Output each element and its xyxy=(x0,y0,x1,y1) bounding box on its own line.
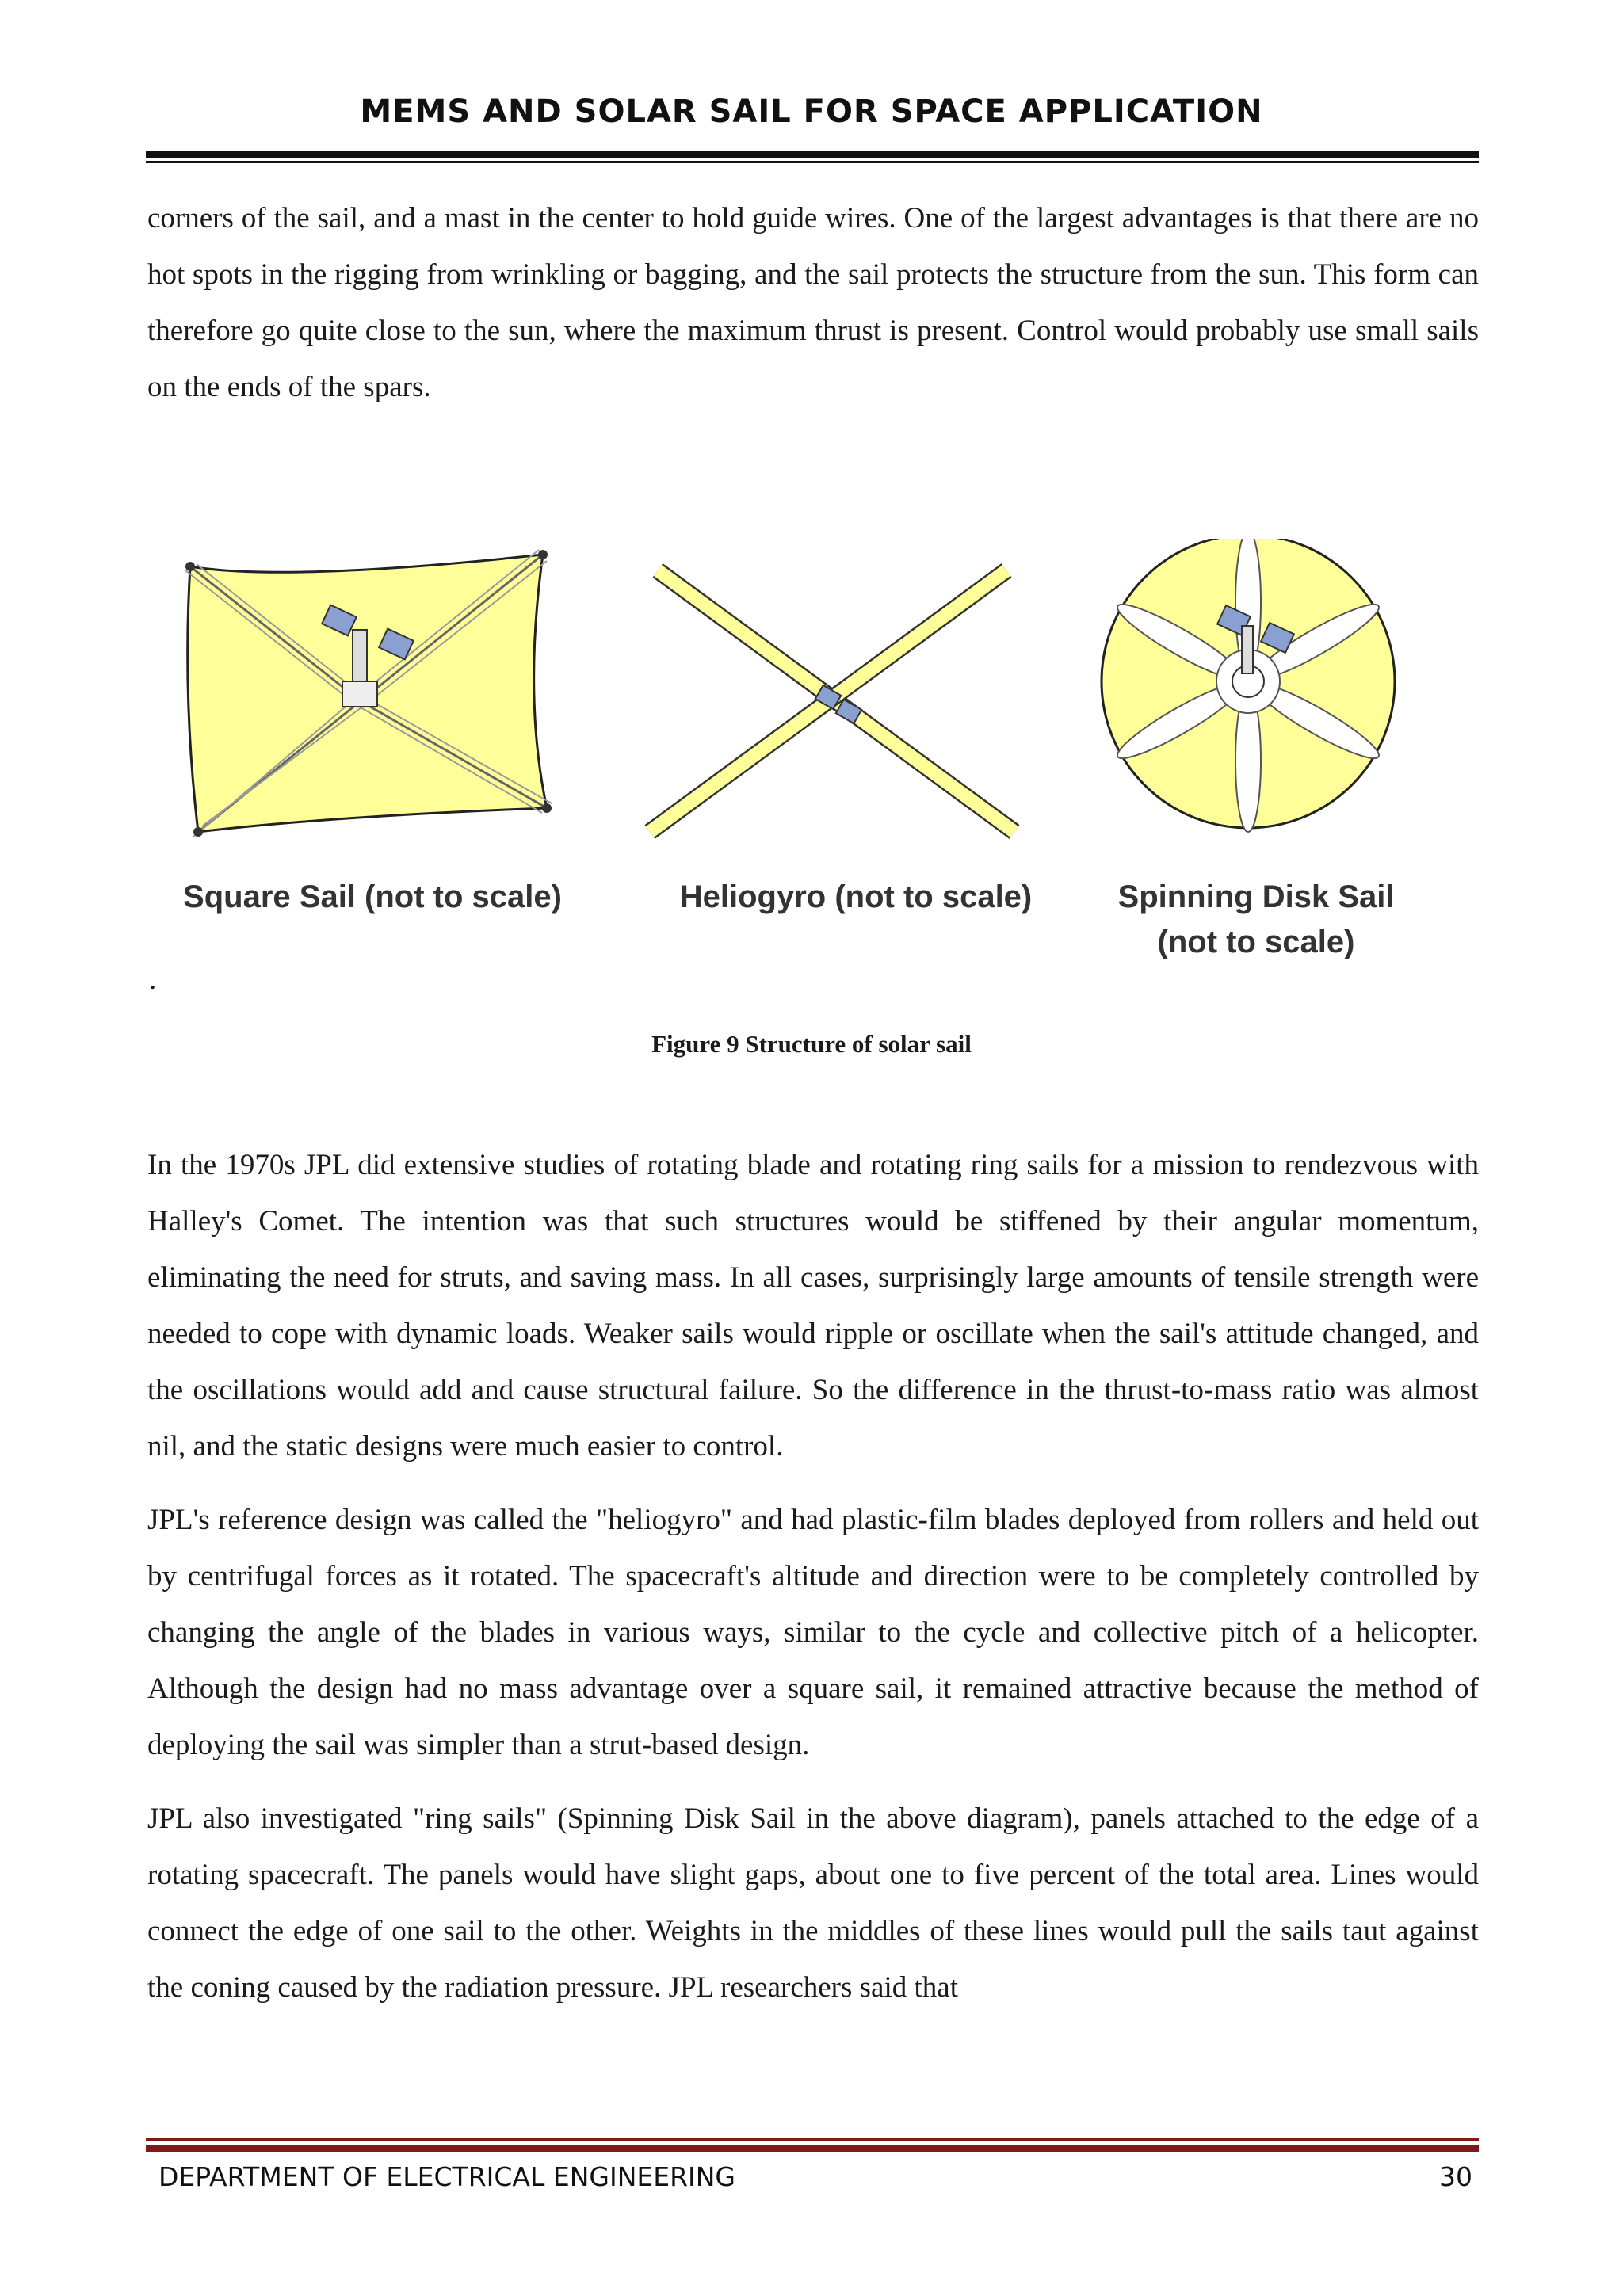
paragraph: corners of the sail, and a mast in the center to hold guide wires. One of the largest advantages is that there are no hot spots in the rigging from wrinkling or bagging, and the sail protects the structure from the sun. This form can therefore go quite close to the sun, where the maximum thrust is present. Control would probably use small sails on the ends of the spars. xyxy=(147,202,1479,403)
figure-caption: Figure 9 Structure of solar sail xyxy=(651,1030,972,1058)
footer-rule-thick xyxy=(146,2145,1479,2152)
footer-department: DEPARTMENT OF ELECTRICAL ENGINEERING xyxy=(158,2161,735,2192)
disk-sail-label-line2: (not to scale) xyxy=(1157,925,1355,959)
stray-dot: . xyxy=(149,963,157,996)
body-text-bottom xyxy=(147,1137,1479,2033)
spinning-disk-sail-diagram xyxy=(1102,539,1395,832)
header-rule-thin xyxy=(146,161,1479,163)
paragraph: JPL also investigated "ring sails" (Spinning Disk Sail in the above diagram), panels attached to the edge of a rotating spacecraft. The panels would have slight gaps, about one to five percent of the total area. Lines would connect the edge of one sail to the other. Weights in the middles of these lines would pull the sails taut against the coning caused by the radiation pressure. JPL researchers said that xyxy=(147,1802,1479,2004)
page-header-title: MEMS AND SOLAR SAIL FOR SPACE APPLICATION xyxy=(360,93,1263,130)
solar-sail-figure xyxy=(174,539,1458,982)
body-text-top xyxy=(147,190,1479,433)
square-sail-label: Square Sail (not to scale) xyxy=(183,879,562,914)
paragraph: In the 1970s JPL did extensive studies of rotating blade and rotating ring sails for a mission to rendezvous with Halley's Comet. The intention was that such structures would be stiffened by their angular momentum, eliminating the need for struts, and saving mass. In all cases, surprisingly large amounts of tensile strength were needed to cope with dynamic loads. Weaker sails would ripple or oscillate when the sail's attitude changed, and the oscillations would add and cause structural failure. So the difference in the thrust-to-mass ratio was almost nil, and the static designs were much easier to control. xyxy=(147,1149,1479,1463)
page-number: 30 xyxy=(1439,2161,1472,2192)
disk-sail-label-line1: Spinning Disk Sail xyxy=(1117,879,1395,914)
paragraph: JPL's reference design was called the "heliogyro" and had plastic-film blades deployed from rollers and held out by centrifugal forces as it rotated. The spacecraft's altitude and direction were to be completely controlled by changing the angle of the blades in various ways, similar to the cycle and collective pitch of a helicopter. Although the design had no mass advantage over a square sail, it remained attractive because the method of deploying the sail was simpler than a strut-based design. xyxy=(147,1504,1479,1761)
heliogyro-label: Heliogyro (not to scale) xyxy=(679,879,1033,914)
footer-rule-thin xyxy=(146,2138,1479,2141)
square-sail-diagram xyxy=(185,550,552,837)
header-rule-thick xyxy=(146,151,1479,158)
heliogyro-diagram xyxy=(650,570,1014,832)
